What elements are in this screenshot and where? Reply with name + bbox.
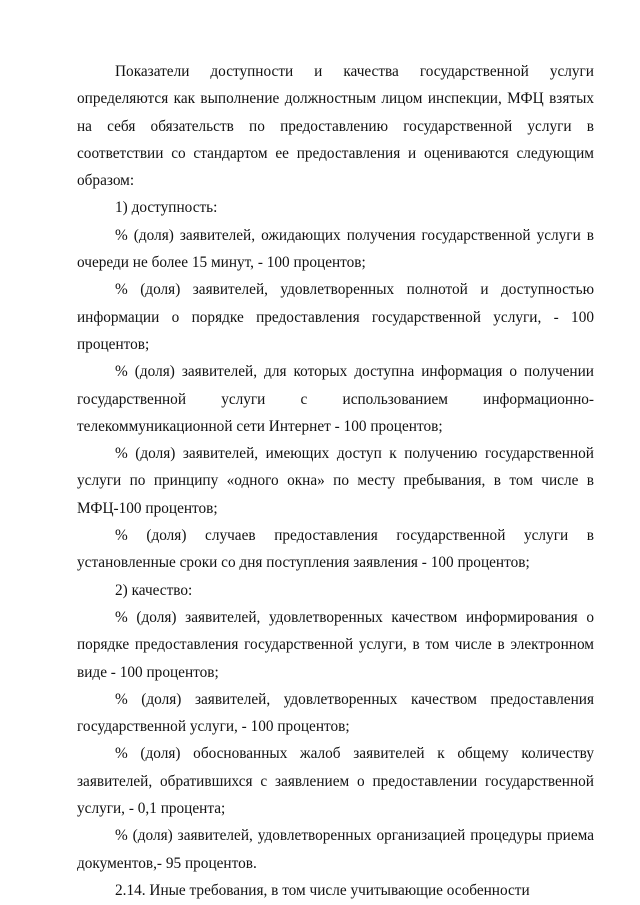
- indicator-paragraph: % (доля) заявителей, имеющих доступ к получению государственной услуги по принципу «одного окна» по месту пребывания, в том числе в МФЦ-100 процентов;: [77, 445, 594, 517]
- indicator-paragraph: % (доля) заявителей, удовлетворенных качеством информирования о порядке предоставления государственной услуги, в том числе в электронном виде - 100 процентов;: [77, 608, 594, 681]
- section-heading-quality: 2) качество:: [115, 581, 193, 599]
- indicator-paragraph: % (доля) заявителей, ожидающих получения государственной услуги в очереди не более 15 минут, - 100 процентов;: [77, 226, 594, 272]
- section-paragraph: 2.14. Иные требования, в том числе учитывающие особенности: [115, 881, 530, 899]
- intro-paragraph: Показатели доступности и качества государственной услуги определяются как выполнение должностным лицом инспекции, МФЦ взятых на себя обязательств по предоставлению государственной услуги в соответствии со стандартом ее предоставления и оцениваются следующим образом:: [77, 63, 594, 190]
- section-heading-accessibility: 1) доступность:: [115, 199, 218, 217]
- indicator-paragraph: % (доля) заявителей, для которых доступна информация о получении государственной услуги с использованием информационно-телекоммуникационной сети Интернет - 100 процентов;: [77, 363, 594, 435]
- indicator-paragraph: % (доля) обоснованных жалоб заявителей к общему количеству заявителей, обратившихся с заявлением о предоставлении государственной услуги, - 0,1 процента;: [77, 745, 594, 818]
- indicator-paragraph: % (доля) случаев предоставления государственной услуги в установленные сроки со дня поступления заявления - 100 процентов;: [77, 527, 594, 572]
- indicator-paragraph: % (доля) заявителей, удовлетворенных качеством предоставления государственной услуги, - 100 процентов;: [77, 690, 594, 736]
- indicator-paragraph: % (доля) заявителей, удовлетворенных полнотой и доступностью информации о порядке предоставления государственной услуги, - 100 процентов;: [77, 281, 594, 353]
- document-page: [77, 58, 594, 904]
- indicator-paragraph: % (доля) заявителей, удовлетворенных организацией процедуры приема документов,- 95 процентов.: [77, 827, 594, 872]
